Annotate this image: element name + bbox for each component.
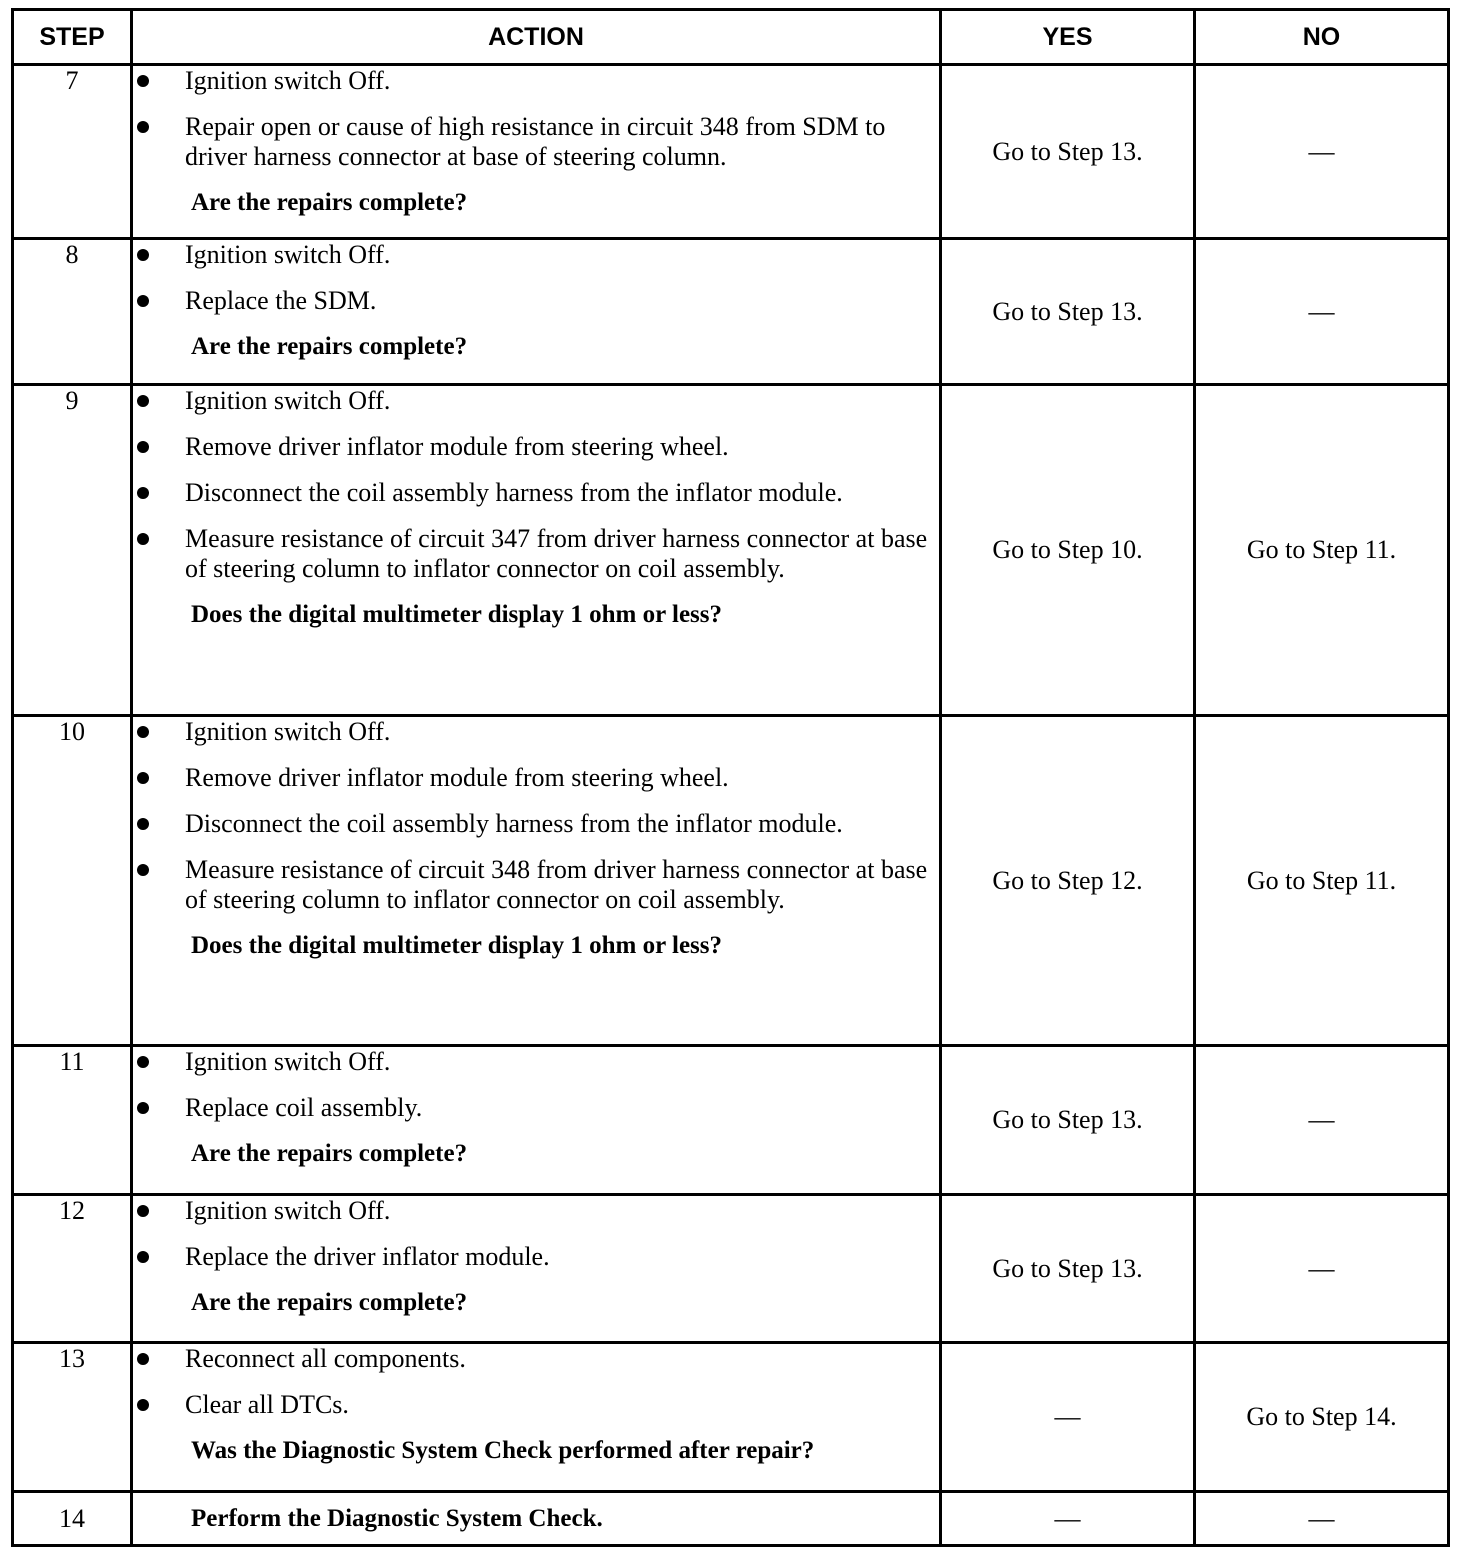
action-item — [133, 1344, 939, 1374]
yes-result: Go to Step 13. — [941, 1195, 1195, 1343]
action-text: Measure resistance of circuit 347 from driver harness connector at base of steering column to inflator connector on coil assembly. — [185, 524, 928, 583]
action-item — [133, 240, 939, 270]
table-row — [13, 1492, 1449, 1546]
header-action: ACTION — [132, 10, 941, 65]
table-row — [13, 1195, 1449, 1343]
yes-result: Go to Step 12. — [941, 716, 1195, 1046]
header-step: STEP — [13, 10, 132, 65]
action-text: Ignition switch Off. — [185, 717, 391, 746]
action-question: Does the digital multimeter display 1 ohm or less? — [191, 601, 723, 628]
action-question: Was the Diagnostic System Check performed after repair? — [191, 1437, 815, 1464]
action-item — [133, 432, 939, 462]
action-text: Reconnect all components. — [185, 1344, 466, 1373]
yes-result: Go to Step 10. — [941, 385, 1195, 716]
yes-result: — — [941, 1492, 1195, 1546]
step-number: 7 — [13, 65, 132, 239]
bullet-icon — [137, 772, 149, 784]
action-cell — [132, 1492, 941, 1546]
action-question: Does the digital multimeter display 1 ohm or less? — [191, 932, 723, 959]
action-list — [133, 1047, 939, 1123]
diagnostic-table — [11, 8, 1450, 1547]
step-number: 8 — [13, 239, 132, 385]
action-question: Are the repairs complete? — [191, 1140, 468, 1167]
action-text: Ignition switch Off. — [185, 66, 391, 95]
bullet-icon — [137, 1353, 149, 1365]
bullet-icon — [137, 1251, 149, 1263]
action-cell — [132, 1343, 941, 1492]
table-row — [13, 65, 1449, 239]
table-row — [13, 385, 1449, 716]
action-item — [133, 524, 939, 584]
action-item — [133, 286, 939, 316]
header-no: NO — [1195, 10, 1449, 65]
no-result: — — [1195, 1195, 1449, 1343]
action-text: Ignition switch Off. — [185, 240, 391, 269]
bullet-icon — [137, 295, 149, 307]
bullet-icon — [137, 1056, 149, 1068]
action-list — [133, 386, 939, 584]
action-text: Measure resistance of circuit 348 from driver harness connector at base of steering column to inflator connector on coil assembly. — [185, 855, 928, 914]
action-question: Are the repairs complete? — [191, 1289, 468, 1316]
action-item — [133, 1390, 939, 1420]
step-number: 13 — [13, 1343, 132, 1492]
action-list — [133, 1344, 939, 1420]
action-text: Ignition switch Off. — [185, 1047, 391, 1076]
action-text: Ignition switch Off. — [185, 1196, 391, 1225]
bullet-icon — [137, 864, 149, 876]
table-row — [13, 1046, 1449, 1195]
table-row — [13, 716, 1449, 1046]
action-cell — [132, 1046, 941, 1195]
header-yes: YES — [941, 10, 1195, 65]
bullet-icon — [137, 441, 149, 453]
table-row — [13, 239, 1449, 385]
header-row — [13, 10, 1449, 65]
action-text: Replace the driver inflator module. — [185, 1242, 550, 1271]
action-list — [133, 1196, 939, 1272]
action-cell — [132, 385, 941, 716]
no-result: — — [1195, 65, 1449, 239]
action-item — [133, 717, 939, 747]
bullet-icon — [137, 726, 149, 738]
action-list — [133, 66, 939, 172]
bullet-icon — [137, 121, 149, 133]
action-list — [133, 717, 939, 915]
action-item — [133, 809, 939, 839]
action-question: Are the repairs complete? — [191, 189, 468, 216]
action-text: Disconnect the coil assembly harness from the inflator module. — [185, 809, 843, 838]
step-number: 14 — [13, 1492, 132, 1546]
action-text: Remove driver inflator module from steering wheel. — [185, 763, 729, 792]
action-question: Are the repairs complete? — [191, 333, 468, 360]
action-item — [133, 763, 939, 793]
action-text: Replace coil assembly. — [185, 1093, 423, 1122]
action-item — [133, 386, 939, 416]
bullet-icon — [137, 533, 149, 545]
action-cell — [132, 1195, 941, 1343]
bullet-icon — [137, 395, 149, 407]
bullet-icon — [137, 1399, 149, 1411]
action-item — [133, 112, 939, 172]
action-question: Perform the Diagnostic System Check. — [191, 1504, 603, 1532]
step-number: 9 — [13, 385, 132, 716]
table-row — [13, 1343, 1449, 1492]
step-number: 11 — [13, 1046, 132, 1195]
action-text: Remove driver inflator module from steering wheel. — [185, 432, 729, 461]
no-result: — — [1195, 1492, 1449, 1546]
yes-result: — — [941, 1343, 1195, 1492]
bullet-icon — [137, 487, 149, 499]
action-list — [133, 240, 939, 316]
no-result: Go to Step 11. — [1195, 385, 1449, 716]
step-number: 12 — [13, 1195, 132, 1343]
action-item — [133, 478, 939, 508]
action-item — [133, 1093, 939, 1123]
bullet-icon — [137, 249, 149, 261]
action-text: Ignition switch Off. — [185, 386, 391, 415]
no-result: Go to Step 11. — [1195, 716, 1449, 1046]
bullet-icon — [137, 818, 149, 830]
bullet-icon — [137, 75, 149, 87]
no-result: — — [1195, 1046, 1449, 1195]
action-text: Clear all DTCs. — [185, 1390, 349, 1419]
action-item — [133, 855, 939, 915]
yes-result: Go to Step 13. — [941, 65, 1195, 239]
action-item — [133, 1196, 939, 1226]
action-item — [133, 1242, 939, 1272]
action-cell — [132, 65, 941, 239]
action-text: Disconnect the coil assembly harness from the inflator module. — [185, 478, 843, 507]
action-item — [133, 66, 939, 96]
action-text: Repair open or cause of high resistance in circuit 348 from SDM to driver harness connector at base of steering column. — [185, 112, 886, 171]
step-number: 10 — [13, 716, 132, 1046]
bullet-icon — [137, 1102, 149, 1114]
yes-result: Go to Step 13. — [941, 239, 1195, 385]
action-cell — [132, 716, 941, 1046]
no-result: Go to Step 14. — [1195, 1343, 1449, 1492]
action-item — [133, 1047, 939, 1077]
bullet-icon — [137, 1205, 149, 1217]
action-text: Replace the SDM. — [185, 286, 377, 315]
action-cell — [132, 239, 941, 385]
no-result: — — [1195, 239, 1449, 385]
yes-result: Go to Step 13. — [941, 1046, 1195, 1195]
